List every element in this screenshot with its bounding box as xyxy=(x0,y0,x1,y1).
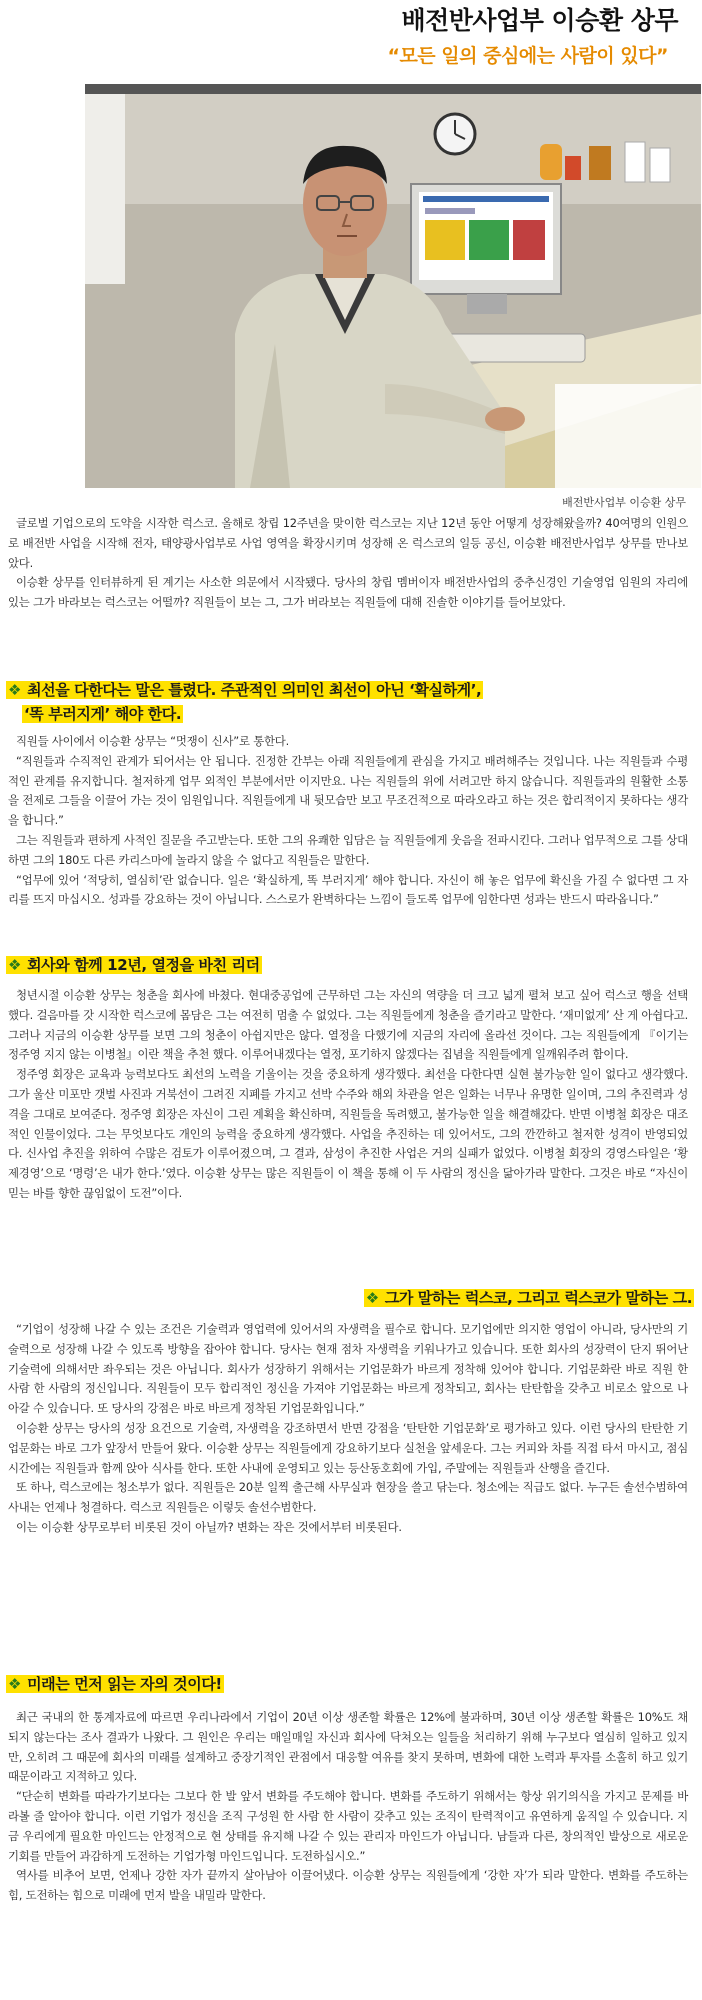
headline-quote: “모든 일의 중심에는 사람이 있다” xyxy=(387,45,668,67)
body-paragraph: “단순히 변화를 따라가기보다는 그보다 한 발 앞서 변화를 주도해야 합니다. 변화를 주도하기 위해서는 항상 위기의식을 가지고 문제를 바라볼 줄 알아야 합니다. 이런 기업가 정신을 조직 구성원 한 사람 한 사람이 갖추고 있는 조직이 탄력적이고 유연하게 움직일 수 있습니다. 지금 우리에게 필요한 마인드는 안정적으로 현 상태를 유지해 나갈 수 있는 관리자 마인드가 아닙니다. 남들과 다른, 창의적인 발상으로 새로운 기회를 만들어 과감하게 도전하는 기업가형 마인드입니다. 도전하십시오.” xyxy=(8,1789,688,1863)
intro-text xyxy=(8,514,688,613)
body-paragraph: “직원들과 수직적인 관계가 되어서는 안 됩니다. 진정한 간부는 아래 직원들에게 관심을 가지고 배려해주는 것입니다. 나는 직원들과 수평적인 관계를 유지합니다. 철저하게 업무 외적인 부분에서만 이지만요. 나는 직원들의 위에 서려고만 하지 않습니다. 직원들과의 원활한 소통을 전제로 그들을 이끌어 가는 것이 임원입니다. 직원들에게 내 뒷모습만 보고 무조건적으로 따라오라고 하는 것은 합리적이지 못하다는 생각을 합니다.” xyxy=(8,753,688,828)
wall-clock-icon xyxy=(435,114,475,154)
body-paragraph: “업무에 있어 ‘적당히, 열심히’란 없습니다. 일은 ‘확실하게, 똑 부러지게’ 해야 합니다. 자신이 해 놓은 업무에 확신을 가질 수 없다면 그 자리를 뜨지 마십시오. 성과를 강요하는 것이 아닙니다. 스스로가 완벽하다는 느낌이 들도록 업무에 임한다면 성과는 반드시 따라옵니다.” xyxy=(8,872,688,907)
portrait-photo xyxy=(85,84,701,488)
office-portrait-illustration xyxy=(85,84,701,488)
section-body xyxy=(8,1708,688,1906)
section-title: 최선을 다한다는 말은 틀렸다. 주관적인 의미인 최선이 아닌 ‘확실하게’, xyxy=(27,681,482,699)
section-heading xyxy=(6,953,696,977)
body-paragraph: 역사를 비추어 보면, 언제나 강한 자가 끝까지 살아남아 이끌어냈다. 이승환 상무는 직원들에게 ‘강한 자’가 되라 말한다. 변화를 주도하는 힘, 도전하는 힘으로 미래에 먼저 발을 내밀라 말한다. xyxy=(8,1868,688,1903)
diamond-bullet-icon: ❖ xyxy=(365,1289,379,1307)
person-name-title: 배전반사업부 이승환 상무 xyxy=(401,6,678,35)
section-body xyxy=(8,732,688,910)
section-title: 미래는 먼저 읽는 자의 것이다! xyxy=(27,1675,222,1693)
body-paragraph: 정주영 회장은 교육과 능력보다도 최선의 노력을 기울이는 것을 중요하게 생각했다. 최선을 다한다면 실현 불가능한 일이 없다고 생각했다. 그가 울산 미포만 갯벌 사진과 거북선이 그려진 지폐를 가지고 선박 수주와 해외 차관을 얻은 일화는 너무나 유명한 일이며, 그의 추진력과 성격을 그대로 보여준다. 정주영 회장은 자신이 그린 계획을 확신하며, 직원들을 독려했고, 불가능한 일을 해결해갔다. 반면 이병철 회장은 대조적인 인물이었다. 그는 무엇보다도 개인의 능력을 중요하게 생각했다. 사업을 추진하는 데 있어서도, 그의 깐깐하고 철저한 성격이 반영되었다. 신사업 추진을 위하여 수많은 검토가 이루어졌으며, 그 결과, 삼성이 추진한 사업은 거의 실패가 없었다. 이병철 회장의 경영스타일은 ‘황제경영’으로 ‘명령’은 내가 한다.’였다. 이승환 상무는 많은 직원들이 이 책을 통해 이 두 사람의 정신을 닮아가라 말한다. 그것은 바로 “자신이 믿는 바를 향한 끊임없이 도전”이다. xyxy=(8,1067,688,1200)
body-paragraph: “기업이 성장해 나갈 수 있는 조건은 기술력과 영업력에 있어서의 자생력을 필수로 합니다. 모기업에만 의지한 영업이 아니라, 당사만의 기술력으로 성장해 나갈 수 있도록 방향을 잡아야 합니다. 당사는 현재 점차 자생력을 키워나가고 있습니다. 또한 회사의 성장력이 단지 뛰어난 기술력에 의해서만 좌우되는 것은 아닙니다. 회사가 성장하기 위해서는 기업문화가 바르게 정착해 있어야 합니다. 기업문화란 바로 직원 한 사람 한 사람의 정신입니다. 직원들이 모두 합리적인 정신을 가져야 기업문화는 바르게 정착되고, 회사는 탄탄함을 갖추고 비로소 앞으로 나아갈 수 있습니다. 또 당사의 강점은 바로 바르게 정착된 기업문화입니다.” xyxy=(8,1322,688,1416)
diamond-bullet-icon: ❖ xyxy=(8,681,22,699)
diamond-bullet-icon: ❖ xyxy=(8,956,22,974)
section-heading xyxy=(6,678,696,726)
article-header xyxy=(0,4,686,70)
diamond-bullet-icon: ❖ xyxy=(8,1675,22,1693)
photo-caption: 배전반사업부 이승환 상무 xyxy=(562,496,686,509)
body-paragraph: 이승환 상무는 당사의 성장 요건으로 기술력, 자생력을 강조하면서 반면 강점을 ‘탄탄한 기업문화’로 평가하고 있다. 이런 당사의 탄탄한 기업문화는 바로 그가 앞장서 만들어 왔다. 이승환 상무는 직원들에게 강요하기보다 실천을 앞세운다. 그는 커피와 차를 직접 타서 마시고, 점심시간에는 직원들과 함께 앉아 식사를 한다. 또한 사내에 운영되고 있는 등산동호회에 가입, 주말에는 직원들과 산행을 즐긴다. xyxy=(8,1420,688,1475)
section-heading xyxy=(6,1672,696,1696)
body-paragraph: 또 하나, 럭스코에는 청소부가 없다. 직원들은 20분 일찍 출근해 사무실과 현장을 쓸고 닦는다. 청소에는 직급도 없다. 누구든 솔선수범하여 사내는 언제나 청결하다. 럭스코 직원들은 이렇듯 솔선수범한다. xyxy=(8,1480,688,1515)
intro-paragraph: 글로벌 기업으로의 도약을 시작한 럭스코. 올해로 창립 12주년을 맞이한 럭스코는 지난 12년 동안 어떻게 성장해왔을까? 40여명의 인원으로 배전반 사업을 시작해 전자, 태양광사업부로 사업 영역을 확장시키며 성장해 온 럭스코의 일등 공신, 이승환 배전반사업부 상무를 만나보았다. xyxy=(8,516,688,570)
body-paragraph: 최근 국내의 한 통계자료에 따르면 우리나라에서 기업이 20년 이상 생존할 확률은 12%에 불과하며, 30년 이상 생존할 확률은 10%도 채 되지 않는다는 조사 결과가 나왔다. 그 원인은 우리는 매일매일 자신과 회사에 닥쳐오는 일들을 처리하기 위해 누구보다 열심히 일하고 있지만, 오히려 그 때문에 회사의 미래를 설계하고 중장기적인 관점에서 대응할 여유를 찾지 못하며, 변화에 대한 노력과 투자를 소홀히 하고 있기 때문이라고 지적하고 있다. xyxy=(8,1710,688,1784)
body-paragraph: 직원들 사이에서 이승환 상무는 “멋쟁이 신사”로 통한다. xyxy=(16,734,290,748)
section-title-continued: ‘똑 부러지게’ 해야 한다. xyxy=(24,705,182,723)
intro-paragraph: 이승환 상무를 인터뷰하게 된 계기는 사소한 의문에서 시작됐다. 당사의 창립 멤버이자 배전반사업의 중추신경인 기술영업 임원의 자리에 있는 그가 바라보는 럭스코는 어떨까? 직원들이 보는 그, 그가 버라보는 직원들에 대해 진솔한 이야기를 들어보았다. xyxy=(8,575,688,610)
body-paragraph: 그는 직원들과 편하게 사적인 질문을 주고받는다. 또한 그의 유쾌한 입담은 늘 직원들에게 웃음을 전파시킨다. 그러나 업무적으로 그를 상대하면 그의 180도 다른 카리스마에 놀라지 않을 수 없다고 직원들은 말한다. xyxy=(8,832,688,867)
section-body xyxy=(8,986,688,1204)
section-title: 회사와 함께 12년, 열정을 바친 리더 xyxy=(27,956,260,974)
section-title: 그가 말하는 럭스코, 그리고 럭스코가 말하는 그. xyxy=(384,1289,692,1307)
body-paragraph: 청년시절 이승환 상무는 청춘을 회사에 바쳤다. 현대중공업에 근무하던 그는 자신의 역량을 더 크고 넓게 펼쳐 보고 싶어 럭스코 행을 선택했다. 걸음마를 갓 시작한 럭스코에 몸담은 그는 여전히 멈출 수 없었다. 그는 직원들에게 청춘을 즐기라고 말한다. ‘재미없게’ 산 게 아쉽다고. 그러나 지금의 이승환 상무를 보면 그의 청춘이 아쉽지만은 않다. 열정을 다했기에 지금의 자리에 올라선 것이다. 그는 직원들에게 『이기는 정주영 지지 않는 이병철』이란 책을 추천 했다. 이루어내겠다는 열정, 포기하지 않겠다는 집념을 직원들에게 일깨워주려 함이다. xyxy=(8,988,688,1062)
section-body xyxy=(8,1320,688,1538)
section-heading xyxy=(6,1286,694,1310)
body-paragraph: 이는 이승환 상무로부터 비롯된 것이 아닐까? 변화는 작은 것에서부터 비롯된다. xyxy=(16,1519,402,1534)
